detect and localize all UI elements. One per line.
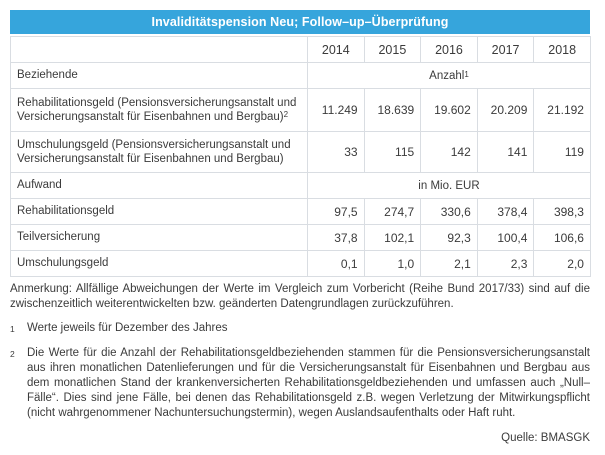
value-cell: 115: [364, 132, 421, 173]
value-cell: 102,1: [364, 225, 421, 251]
footnote-1-text: Werte jeweils für Dezember des Jahres: [27, 322, 228, 334]
footnote-1: [10, 321, 590, 337]
value-cell: 100,4: [477, 225, 534, 251]
anmerkung-note: Anmerkung: Allfällige Abweichungen der Werte im Vergleich zum Vorbericht (Reihe Bund 2017/33) sind auf die zwischenzeitlich weiterentwickelten bzw. geänderten Datengrundlagen zurückzuführen.: [10, 283, 590, 310]
row-label-umschulungsgeld-aufwand: Umschulungsgeld: [11, 251, 308, 277]
year-header-row: [11, 37, 591, 63]
value-cell: 330,6: [421, 199, 478, 225]
pension-data-table: [10, 36, 591, 277]
row-label-rehabilitationsgeld-anzahl: [11, 89, 308, 132]
year-header-2017: 2017: [477, 37, 534, 63]
footnote-2-text: Die Werte für die Anzahl der Rehabilitationsgeldbeziehenden stammen für die Pensionsversicherungsanstalt aus ihren monatlichen Datenlieferungen und für die Versicherungsanstalt für Eisenbahnen und Bergbau aus dem monatlichen Stand der krankenversicherten Rehabilitationsgeldbeziehenden und umfassen auch „Null–Fälle“. Dies sind jene Fälle, bei denen das Rehabilitationsgeld z.B. wegen Verletzung der Mitwirkungspflicht (nicht wahrgenommener Nachuntersuchungstermin), wegen Auslandsaufenthalts oder Haft ruht.: [27, 347, 590, 419]
notes-section: [10, 282, 590, 446]
value-cell: 92,3: [421, 225, 478, 251]
value-cell: 37,8: [308, 225, 365, 251]
value-cell: 1,0: [364, 251, 421, 277]
year-header-2016: 2016: [421, 37, 478, 63]
table-row-umschulungsgeld-anzahl: [11, 132, 591, 173]
table-row-teilversicherung-aufwand: [11, 225, 591, 251]
section-beziehende-label: Beziehende: [11, 63, 308, 89]
unit-mio-eur-cell: in Mio. EUR: [308, 173, 591, 199]
value-cell: 398,3: [534, 199, 591, 225]
table-row-rehabilitationsgeld-aufwand: [11, 199, 591, 225]
value-cell: 106,6: [534, 225, 591, 251]
value-cell: 142: [421, 132, 478, 173]
corner-empty-cell: [11, 37, 308, 63]
section-beziehende-header-row: [11, 63, 591, 89]
table-row-rehabilitationsgeld-anzahl: [11, 89, 591, 132]
section-aufwand-header-row: [11, 173, 591, 199]
value-cell: 18.639: [364, 89, 421, 132]
table-figure: [10, 10, 590, 446]
source-credit: Quelle: BMASGK: [501, 432, 590, 444]
footnote-2-marker: 2: [10, 349, 15, 359]
value-cell: 33: [308, 132, 365, 173]
value-cell: 119: [534, 132, 591, 173]
value-cell: 378,4: [477, 199, 534, 225]
row-label-teilversicherung: Teilversicherung: [11, 225, 308, 251]
year-header-2015: 2015: [364, 37, 421, 63]
table-row-umschulungsgeld-aufwand: [11, 251, 591, 277]
unit-anzahl-footnote-marker: 1: [464, 69, 469, 79]
value-cell: 97,5: [308, 199, 365, 225]
value-cell: 141: [477, 132, 534, 173]
year-header-2018: 2018: [534, 37, 591, 63]
row-label-footnote-marker: 2: [283, 110, 289, 119]
value-cell: 19.602: [421, 89, 478, 132]
unit-anzahl-text: Anzahl: [429, 69, 465, 82]
value-cell: 21.192: [534, 89, 591, 132]
section-aufwand-label: Aufwand: [11, 173, 308, 199]
value-cell: 20.209: [477, 89, 534, 132]
table-title-bar: Invaliditätspension Neu; Follow–up–Überprüfung: [10, 10, 590, 34]
unit-anzahl-cell: [308, 63, 591, 89]
value-cell: 274,7: [364, 199, 421, 225]
footnote-2: [10, 346, 590, 421]
row-label-text: Rehabilitationsgeld (Pensionsversicherungsanstalt und Versicherungsanstalt für Eisenbahnen und Bergbau): [17, 96, 297, 123]
year-header-2014: 2014: [308, 37, 365, 63]
value-cell: 2,0: [534, 251, 591, 277]
row-label-rehabilitationsgeld-aufwand: Rehabilitationsgeld: [11, 199, 308, 225]
value-cell: 2,1: [421, 251, 478, 277]
value-cell: 11.249: [308, 89, 365, 132]
value-cell: 2,3: [477, 251, 534, 277]
value-cell: 0,1: [308, 251, 365, 277]
footnote-1-marker: 1: [10, 324, 15, 334]
row-label-umschulungsgeld-anzahl: Umschulungsgeld (Pensionsversicherungsanstalt und Versicherungsanstalt für Eisenbahnen und Bergbau): [11, 132, 308, 173]
